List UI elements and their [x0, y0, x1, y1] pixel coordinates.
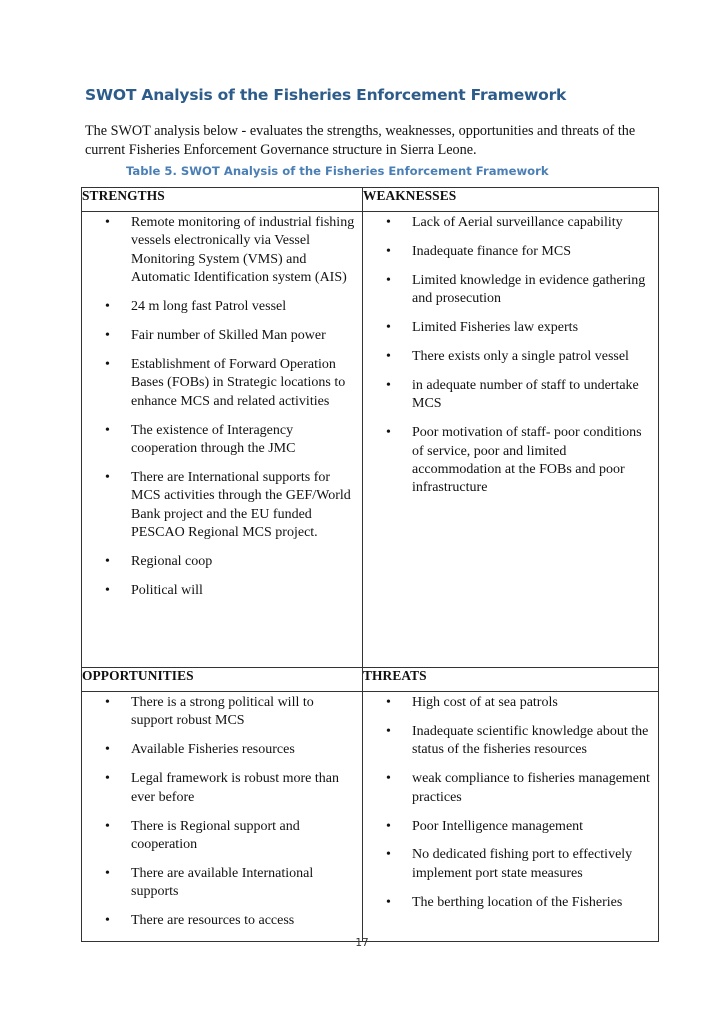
list-item: • Available Fisheries resources	[82, 741, 356, 759]
strengths-header: STRENGTHS	[82, 188, 363, 212]
swot-body-row-bottom	[82, 692, 659, 942]
swot-table	[81, 187, 659, 942]
list-item: • Poor Intelligence management	[363, 818, 652, 836]
list-item: • There are International supports for MCS activities through the GEF/World Bank project and the EU funded PESCAO Regional MCS project.	[82, 469, 356, 543]
list-item: • Regional coop	[82, 553, 356, 571]
swot-header-row-bottom	[82, 668, 659, 692]
list-item: • Limited knowledge in evidence gathering and prosecution	[363, 272, 652, 309]
list-item: • Lack of Aerial surveillance capability	[363, 214, 652, 232]
intro-paragraph: The SWOT analysis below - evaluates the strengths, weaknesses, opportunities and threats of the current Fisheries Enforcement Governance structure in Sierra Leone.	[85, 123, 636, 158]
section-heading: SWOT Analysis of the Fisheries Enforcement Framework	[85, 86, 567, 104]
list-item: • There exists only a single patrol vessel	[363, 348, 652, 366]
weaknesses-cell	[363, 212, 659, 668]
opportunities-header: OPPORTUNITIES	[82, 668, 363, 692]
list-item: • There are resources to access	[82, 912, 356, 930]
swot-body-row-top	[82, 212, 659, 668]
page-number: 17	[355, 937, 369, 949]
list-item: • No dedicated fishing port to effectively implement port state measures	[363, 846, 652, 883]
opportunities-cell	[82, 692, 363, 942]
list-item: • High cost of at sea patrols	[363, 694, 652, 712]
table-caption: Table 5. SWOT Analysis of the Fisheries Enforcement Framework	[126, 164, 549, 178]
list-item: • in adequate number of staff to undertake MCS	[363, 377, 652, 414]
list-item: • weak compliance to fisheries management practices	[363, 770, 652, 807]
list-item: • Political will	[82, 582, 356, 600]
list-item: • Inadequate scientific knowledge about the status of the fisheries resources	[363, 723, 652, 760]
weaknesses-header: WEAKNESSES	[363, 188, 659, 212]
strengths-list	[82, 212, 362, 600]
list-item: • The existence of Interagency cooperation through the JMC	[82, 422, 356, 459]
list-item: • There is a strong political will to support robust MCS	[82, 694, 356, 731]
list-item: • The berthing location of the Fisheries	[363, 894, 652, 912]
list-item: • Remote monitoring of industrial fishing vessels electronically via Vessel Monitoring System (VMS) and Automatic Identification system (AIS)	[82, 214, 356, 288]
swot-header-row-top	[82, 188, 659, 212]
threats-header: THREATS	[363, 668, 659, 692]
threats-list	[363, 692, 658, 912]
strengths-cell	[82, 212, 363, 668]
list-item: • 24 m long fast Patrol vessel	[82, 298, 356, 316]
list-item: • There is Regional support and cooperation	[82, 818, 356, 855]
list-item: • Fair number of Skilled Man power	[82, 327, 356, 345]
list-item: • Poor motivation of staff- poor conditions of service, poor and limited accommodation at the FOBs and poor infrastructure	[363, 424, 652, 498]
list-item: • Legal framework is robust more than ever before	[82, 770, 356, 807]
threats-cell	[363, 692, 659, 942]
list-item: • There are available International supports	[82, 865, 356, 902]
list-item: • Establishment of Forward Operation Bases (FOBs) in Strategic locations to enhance MCS and related activities	[82, 356, 356, 411]
list-item: • Inadequate finance for MCS	[363, 243, 652, 261]
weaknesses-list	[363, 212, 658, 498]
list-item: • Limited Fisheries law experts	[363, 319, 652, 337]
opportunities-list	[82, 692, 362, 931]
